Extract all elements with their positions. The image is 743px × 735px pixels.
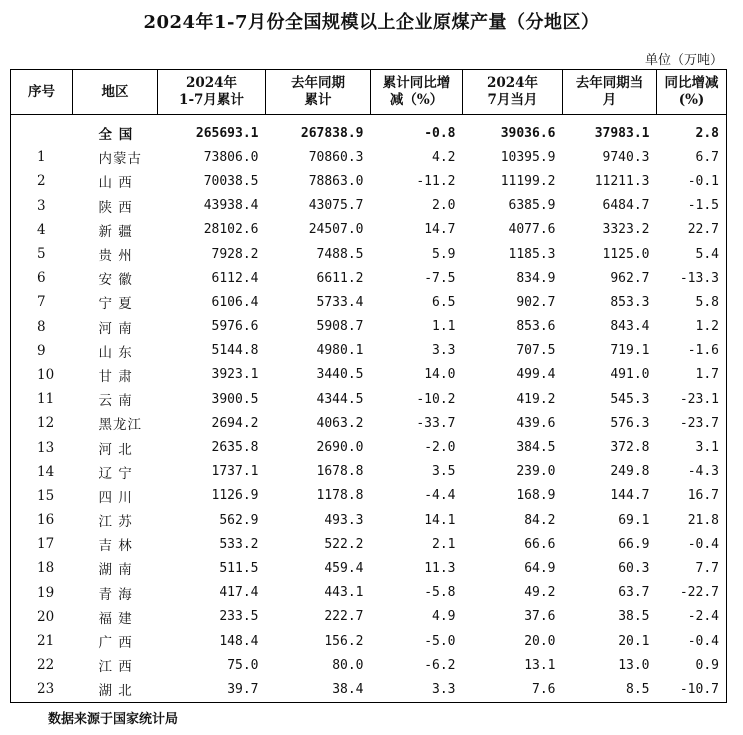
row-cum-last-year: 493.3 bbox=[324, 512, 364, 528]
row-month-last-year: 66.9 bbox=[618, 536, 650, 552]
row-month-last-year: 11211.3 bbox=[594, 173, 650, 189]
row-cum-last-year: 24507.0 bbox=[308, 222, 364, 238]
row-cum-last-year: 70860.3 bbox=[308, 149, 364, 165]
row-number: 14 bbox=[11, 460, 73, 484]
table-row bbox=[11, 145, 727, 169]
row-month-yoy: -1.5 bbox=[657, 194, 727, 218]
row-cum-last-year: 78863.0 bbox=[308, 173, 364, 189]
row-number: 2 bbox=[11, 169, 73, 193]
table-row-total bbox=[11, 115, 727, 146]
row-month-2024: 834.9 bbox=[516, 270, 556, 286]
row-month-yoy: 16.7 bbox=[657, 484, 727, 508]
row-month-2024: 419.2 bbox=[516, 391, 556, 407]
row-region: 甘 肃 bbox=[98, 368, 133, 385]
row-month-yoy: -10.7 bbox=[657, 677, 727, 702]
row-cum-last-year: 267838.9 bbox=[300, 125, 364, 141]
row-month-2024: 1185.3 bbox=[508, 246, 556, 262]
row-cum-last-year: 4980.1 bbox=[316, 343, 364, 359]
row-cum-2024: 1737.1 bbox=[211, 464, 259, 480]
row-number: 23 bbox=[11, 677, 73, 702]
row-cum-last-year: 5908.7 bbox=[316, 319, 364, 335]
row-month-yoy: -23.7 bbox=[657, 411, 727, 435]
row-month-last-year: 8.5 bbox=[563, 677, 657, 702]
row-month-2024: 84.2 bbox=[524, 512, 556, 528]
row-cum-2024: 39.7 bbox=[158, 677, 266, 702]
table-row bbox=[11, 677, 727, 702]
row-cum-2024: 562.9 bbox=[219, 512, 259, 528]
header-region: 地区 bbox=[73, 70, 158, 115]
row-cum-2024: 1126.9 bbox=[211, 488, 259, 504]
row-month-last-year: 249.8 bbox=[610, 464, 650, 480]
row-region: 福 建 bbox=[98, 610, 133, 627]
row-cum-yoy: -10.2 bbox=[416, 391, 456, 407]
row-month-last-year: 6484.7 bbox=[602, 198, 650, 214]
row-month-2024: 239.0 bbox=[516, 464, 556, 480]
row-cum-2024: 265693.1 bbox=[195, 125, 259, 141]
row-month-last-year: 843.4 bbox=[610, 319, 650, 335]
row-cum-2024: 6106.4 bbox=[211, 294, 259, 310]
row-region: 湖 南 bbox=[98, 562, 133, 579]
row-region: 辽 宁 bbox=[98, 465, 133, 482]
row-cum-2024: 3900.5 bbox=[211, 391, 259, 407]
row-cum-2024: 75.0 bbox=[227, 657, 259, 673]
row-cum-last-year: 4344.5 bbox=[316, 391, 364, 407]
row-region: 河 北 bbox=[98, 441, 133, 458]
row-cum-2024: 233.5 bbox=[219, 609, 259, 625]
row-number bbox=[11, 115, 73, 146]
row-month-2024: 7.6 bbox=[463, 677, 563, 702]
table-row bbox=[11, 339, 727, 363]
row-number: 4 bbox=[11, 218, 73, 242]
row-month-2024: 10395.9 bbox=[500, 149, 556, 165]
row-month-yoy: -23.1 bbox=[657, 387, 727, 411]
row-region: 安 徽 bbox=[98, 272, 133, 289]
row-month-last-year: 38.5 bbox=[618, 609, 650, 625]
row-cum-2024: 6112.4 bbox=[211, 270, 259, 286]
row-cum-last-year: 6611.2 bbox=[316, 270, 364, 286]
row-cum-last-year: 459.4 bbox=[324, 560, 364, 576]
table-row bbox=[11, 629, 727, 653]
table-row bbox=[11, 484, 727, 508]
row-month-yoy: -2.4 bbox=[657, 605, 727, 629]
row-number: 9 bbox=[11, 339, 73, 363]
row-cum-yoy: -5.8 bbox=[424, 585, 456, 601]
data-source-note: 数据来源于国家统计局 bbox=[48, 712, 179, 727]
row-region: 江 苏 bbox=[98, 514, 133, 531]
row-cum-2024: 2694.2 bbox=[211, 415, 259, 431]
row-cum-yoy: 1.1 bbox=[432, 319, 456, 335]
unit-label: 单位（万吨） bbox=[644, 53, 723, 68]
table-row bbox=[11, 387, 727, 411]
row-region: 四 川 bbox=[98, 489, 133, 506]
row-month-last-year: 13.0 bbox=[618, 657, 650, 673]
row-cum-last-year: 2690.0 bbox=[316, 440, 364, 456]
header-cum-last-year: 去年同期 累计 bbox=[266, 70, 371, 115]
table-row bbox=[11, 315, 727, 339]
row-cum-2024: 5144.8 bbox=[211, 343, 259, 359]
table-row bbox=[11, 194, 727, 218]
table-row bbox=[11, 556, 727, 580]
row-month-yoy: 1.7 bbox=[657, 363, 727, 387]
row-region: 广 西 bbox=[98, 635, 133, 652]
row-region: 青 海 bbox=[98, 586, 133, 603]
header-month-yoy: 同比增减 (%) bbox=[657, 70, 727, 115]
row-cum-2024: 2635.8 bbox=[211, 440, 259, 456]
row-number: 5 bbox=[11, 242, 73, 266]
row-cum-yoy: 6.5 bbox=[432, 294, 456, 310]
table-row bbox=[11, 169, 727, 193]
table-row bbox=[11, 290, 727, 314]
row-month-yoy: 3.1 bbox=[657, 435, 727, 459]
row-month-last-year: 372.8 bbox=[610, 440, 650, 456]
row-cum-yoy: 11.3 bbox=[424, 560, 456, 576]
page-title: 2024年1-7月份全国规模以上企业原煤产量（分地区） bbox=[143, 12, 600, 33]
table-row bbox=[11, 581, 727, 605]
row-cum-2024: 417.4 bbox=[219, 585, 259, 601]
row-cum-2024: 70038.5 bbox=[203, 173, 259, 189]
row-cum-last-year: 1678.8 bbox=[316, 464, 364, 480]
row-month-2024: 168.9 bbox=[516, 488, 556, 504]
row-month-yoy: 5.4 bbox=[657, 242, 727, 266]
row-number: 10 bbox=[11, 363, 73, 387]
row-number: 7 bbox=[11, 290, 73, 314]
row-cum-yoy: 14.1 bbox=[424, 512, 456, 528]
row-cum-2024: 28102.6 bbox=[203, 222, 259, 238]
row-cum-yoy: 5.9 bbox=[432, 246, 456, 262]
table-row bbox=[11, 653, 727, 677]
row-cum-2024: 148.4 bbox=[219, 633, 259, 649]
row-month-yoy: 1.2 bbox=[657, 315, 727, 339]
row-month-yoy: 22.7 bbox=[657, 218, 727, 242]
row-number: 1 bbox=[11, 145, 73, 169]
row-month-yoy: 2.8 bbox=[657, 115, 727, 146]
header-no: 序号 bbox=[11, 70, 73, 115]
row-number: 13 bbox=[11, 435, 73, 459]
row-month-2024: 439.6 bbox=[516, 415, 556, 431]
row-month-2024: 4077.6 bbox=[508, 222, 556, 238]
row-month-yoy: 6.7 bbox=[657, 145, 727, 169]
row-month-yoy: 21.8 bbox=[657, 508, 727, 532]
row-cum-last-year: 443.1 bbox=[324, 585, 364, 601]
row-cum-yoy: -33.7 bbox=[416, 415, 456, 431]
coal-output-table bbox=[10, 69, 727, 703]
row-month-last-year: 37983.1 bbox=[594, 125, 650, 141]
row-number: 19 bbox=[11, 581, 73, 605]
row-month-2024: 384.5 bbox=[516, 440, 556, 456]
table-row bbox=[11, 435, 727, 459]
row-month-last-year: 1125.0 bbox=[602, 246, 650, 262]
row-month-yoy: -1.6 bbox=[657, 339, 727, 363]
row-cum-last-year: 5733.4 bbox=[316, 294, 364, 310]
row-number: 16 bbox=[11, 508, 73, 532]
row-cum-2024: 3923.1 bbox=[211, 367, 259, 383]
row-region: 河 南 bbox=[98, 320, 133, 337]
row-region: 内蒙古 bbox=[98, 151, 142, 168]
row-cum-2024: 5976.6 bbox=[211, 319, 259, 335]
row-cum-yoy: -4.4 bbox=[424, 488, 456, 504]
row-month-yoy: -4.3 bbox=[657, 460, 727, 484]
row-region: 陕 西 bbox=[98, 199, 133, 216]
row-region: 山 东 bbox=[98, 344, 133, 361]
row-month-2024: 11199.2 bbox=[500, 173, 556, 189]
row-month-last-year: 3323.2 bbox=[602, 222, 650, 238]
row-cum-yoy: 14.0 bbox=[424, 367, 456, 383]
row-month-2024: 6385.9 bbox=[508, 198, 556, 214]
row-cum-last-year: 1178.8 bbox=[316, 488, 364, 504]
row-cum-2024: 43938.4 bbox=[203, 198, 259, 214]
row-month-2024: 499.4 bbox=[516, 367, 556, 383]
row-number: 18 bbox=[11, 556, 73, 580]
row-region: 湖 北 bbox=[73, 677, 158, 702]
row-cum-2024: 533.2 bbox=[219, 536, 259, 552]
row-cum-yoy: -7.5 bbox=[424, 270, 456, 286]
row-number: 21 bbox=[11, 629, 73, 653]
row-month-yoy: -0.1 bbox=[657, 169, 727, 193]
row-number: 3 bbox=[11, 194, 73, 218]
table-row bbox=[11, 460, 727, 484]
table-row bbox=[11, 411, 727, 435]
row-number: 6 bbox=[11, 266, 73, 290]
row-cum-last-year: 43075.7 bbox=[308, 198, 364, 214]
row-number: 11 bbox=[11, 387, 73, 411]
row-region: 黑龙江 bbox=[98, 417, 142, 434]
row-month-last-year: 491.0 bbox=[610, 367, 650, 383]
row-cum-last-year: 156.2 bbox=[324, 633, 364, 649]
row-month-2024: 39036.6 bbox=[500, 125, 556, 141]
table-body bbox=[11, 115, 727, 703]
row-cum-2024: 7928.2 bbox=[211, 246, 259, 262]
row-number: 8 bbox=[11, 315, 73, 339]
row-month-2024: 66.6 bbox=[524, 536, 556, 552]
row-cum-yoy: 14.7 bbox=[424, 222, 456, 238]
row-cum-yoy: -0.8 bbox=[424, 125, 456, 141]
table-row bbox=[11, 532, 727, 556]
row-cum-yoy: 4.2 bbox=[432, 149, 456, 165]
row-month-yoy: 5.8 bbox=[657, 290, 727, 314]
row-cum-yoy: 3.5 bbox=[432, 464, 456, 480]
row-month-last-year: 63.7 bbox=[618, 585, 650, 601]
header-month-last-year: 去年同期当 月 bbox=[563, 70, 657, 115]
row-month-2024: 64.9 bbox=[524, 560, 556, 576]
row-month-2024: 49.2 bbox=[524, 585, 556, 601]
row-month-last-year: 20.1 bbox=[618, 633, 650, 649]
row-month-2024: 902.7 bbox=[516, 294, 556, 310]
row-cum-2024: 511.5 bbox=[219, 560, 259, 576]
row-region: 新 疆 bbox=[98, 223, 133, 240]
row-month-2024: 707.5 bbox=[516, 343, 556, 359]
row-number: 15 bbox=[11, 484, 73, 508]
header-cum-yoy: 累计同比增 减（%） bbox=[371, 70, 463, 115]
row-cum-yoy: -6.2 bbox=[424, 657, 456, 673]
row-cum-yoy: 2.1 bbox=[432, 536, 456, 552]
row-month-last-year: 719.1 bbox=[610, 343, 650, 359]
row-month-yoy: 7.7 bbox=[657, 556, 727, 580]
row-cum-yoy: -5.0 bbox=[424, 633, 456, 649]
table-row bbox=[11, 508, 727, 532]
row-cum-last-year: 3440.5 bbox=[316, 367, 364, 383]
row-cum-yoy: 4.9 bbox=[432, 609, 456, 625]
row-month-last-year: 9740.3 bbox=[602, 149, 650, 165]
row-month-last-year: 962.7 bbox=[610, 270, 650, 286]
row-month-last-year: 576.3 bbox=[610, 415, 650, 431]
row-cum-last-year: 4063.2 bbox=[316, 415, 364, 431]
row-number: 20 bbox=[11, 605, 73, 629]
row-region: 山 西 bbox=[98, 175, 133, 192]
row-region: 宁 夏 bbox=[98, 296, 133, 313]
row-month-yoy: -0.4 bbox=[657, 629, 727, 653]
row-cum-yoy: 3.3 bbox=[432, 343, 456, 359]
row-month-2024: 853.6 bbox=[516, 319, 556, 335]
row-month-2024: 20.0 bbox=[524, 633, 556, 649]
row-month-last-year: 144.7 bbox=[610, 488, 650, 504]
row-month-yoy: -13.3 bbox=[657, 266, 727, 290]
row-region: 云 南 bbox=[98, 393, 133, 410]
row-number: 12 bbox=[11, 411, 73, 435]
row-month-yoy: -0.4 bbox=[657, 532, 727, 556]
row-region: 江 西 bbox=[98, 659, 133, 676]
header-month-2024: 2024年 7月当月 bbox=[463, 70, 563, 115]
row-number: 22 bbox=[11, 653, 73, 677]
row-cum-last-year: 80.0 bbox=[332, 657, 364, 673]
row-region: 全 国 bbox=[98, 127, 134, 144]
row-cum-last-year: 522.2 bbox=[324, 536, 364, 552]
table-row bbox=[11, 266, 727, 290]
header-cum-2024: 2024年 1-7月累计 bbox=[158, 70, 266, 115]
row-cum-yoy: -2.0 bbox=[424, 440, 456, 456]
table-row bbox=[11, 605, 727, 629]
row-region: 吉 林 bbox=[98, 538, 133, 555]
row-cum-yoy: -11.2 bbox=[416, 173, 456, 189]
table-row bbox=[11, 218, 727, 242]
row-number: 17 bbox=[11, 532, 73, 556]
row-month-last-year: 545.3 bbox=[610, 391, 650, 407]
row-month-yoy: -22.7 bbox=[657, 581, 727, 605]
row-cum-yoy: 2.0 bbox=[432, 198, 456, 214]
row-cum-last-year: 7488.5 bbox=[316, 246, 364, 262]
table-row bbox=[11, 363, 727, 387]
row-month-2024: 13.1 bbox=[524, 657, 556, 673]
row-month-last-year: 60.3 bbox=[618, 560, 650, 576]
row-month-2024: 37.6 bbox=[524, 609, 556, 625]
row-month-last-year: 69.1 bbox=[618, 512, 650, 528]
row-cum-last-year: 222.7 bbox=[324, 609, 364, 625]
table-header-row bbox=[11, 70, 727, 115]
row-cum-yoy: 3.3 bbox=[371, 677, 463, 702]
row-month-last-year: 853.3 bbox=[610, 294, 650, 310]
table-row bbox=[11, 242, 727, 266]
row-cum-last-year: 38.4 bbox=[266, 677, 371, 702]
row-cum-2024: 73806.0 bbox=[203, 149, 259, 165]
row-month-yoy: 0.9 bbox=[657, 653, 727, 677]
row-region: 贵 州 bbox=[98, 248, 133, 265]
